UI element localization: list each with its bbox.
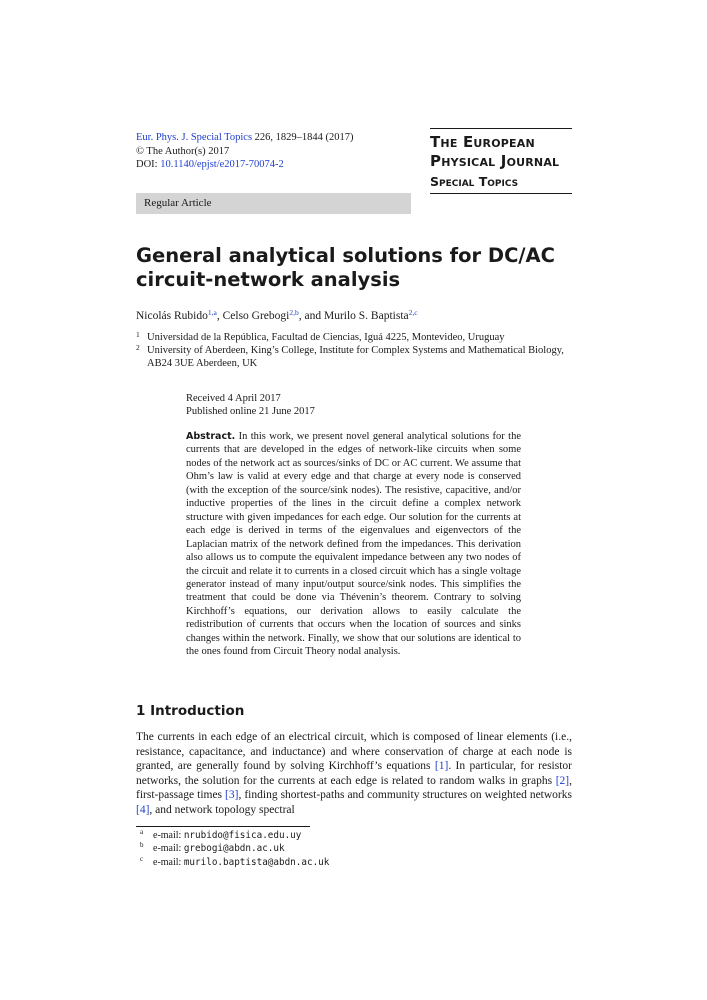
affiliation-text: Universidad de la República, Facultad de Ciencias, Iguá 4225, Montevideo, Uruguay	[147, 332, 505, 343]
affiliation-text: University of Aberdeen, King’s College, Institute for Complex Systems and Mathematical Biology, AB24 3UE Aberdeen, UK	[147, 345, 564, 369]
footnote-mark: c	[140, 854, 144, 863]
citation-volume: 226, 1829–1844 (2017)	[252, 132, 354, 143]
email-address[interactable]: nrubido@fisica.edu.uy	[183, 830, 302, 841]
footnotes	[140, 829, 329, 869]
copyright-line: © The Author(s) 2017	[136, 145, 230, 157]
author-separator: , and	[298, 310, 324, 322]
affiliation-number: 1	[136, 330, 140, 339]
journal-bottom-rule	[430, 193, 572, 194]
intro-text: The currents in each edge of an electrical circuit, which is composed of linear elements (i.e., resistance, capacitance, and inductance) and where conservation of charge at each node is granted, are generally found by solving Kirchhoff’s equations	[136, 731, 575, 773]
citation-ref[interactable]: [3]	[225, 789, 239, 802]
intro-text: . In particular, for resistor networks, the solution for the currents at each edge is related to random walks in graphs	[136, 760, 575, 787]
citation-ref[interactable]: [4]	[136, 803, 150, 816]
journal-title-line1: The European	[430, 133, 535, 151]
journal-subtitle: Special Topics	[430, 174, 519, 189]
paper-title: General analytical solutions for DC/AC circuit-network analysis	[136, 244, 555, 291]
affiliation-item	[136, 331, 566, 344]
doi-link[interactable]: 10.1140/epjst/e2017-70074-2	[160, 159, 284, 170]
affiliations	[136, 331, 566, 370]
footnote-label: e-mail:	[153, 830, 184, 841]
doi-label: DOI:	[136, 159, 161, 170]
footnote-label: e-mail:	[153, 843, 184, 855]
author-name: Nicolás Rubido	[136, 310, 208, 322]
published-date: Published online 21 June 2017	[186, 406, 315, 417]
footnote-label: e-mail:	[153, 856, 184, 868]
author-list	[136, 308, 418, 322]
article-type-band: Regular Article	[136, 193, 411, 214]
publication-dates	[186, 392, 315, 418]
footnote-item	[140, 842, 329, 855]
author-affiliation-mark[interactable]: 2,b	[289, 308, 299, 317]
abstract-label: Abstract.	[186, 431, 236, 442]
intro-text: , finding shortest-paths and community structures on weighted networks	[238, 789, 575, 802]
email-address[interactable]: murilo.baptista@abdn.ac.uk	[183, 856, 330, 868]
author-affiliation-mark[interactable]: 1,a	[207, 308, 217, 317]
abstract	[186, 430, 524, 659]
footnote-item	[140, 829, 329, 842]
intro-text: , and network topology spectral	[149, 803, 295, 816]
section-heading: 1 Introduction	[136, 703, 245, 719]
affiliation-number: 2	[136, 343, 140, 352]
journal-link[interactable]: Eur. Phys. J. Special Topics	[136, 132, 253, 143]
journal-logo	[430, 128, 572, 194]
footnote-item	[140, 856, 329, 869]
author-separator: ,	[216, 310, 223, 322]
footnote-mark: b	[140, 841, 144, 850]
footnote-mark: a	[140, 828, 144, 836]
email-address[interactable]: grebogi@abdn.ac.uk	[183, 843, 285, 855]
citation-block	[136, 131, 416, 172]
citation-ref[interactable]: [2]	[555, 774, 570, 787]
journal-top-rule	[430, 128, 572, 129]
intro-text: , first-passage times	[136, 774, 575, 802]
citation-ref[interactable]: [1]	[434, 760, 449, 773]
received-date: Received 4 April 2017	[186, 393, 281, 404]
intro-paragraph	[136, 730, 575, 818]
author-name: Celso Grebogi	[222, 310, 290, 322]
affiliation-item	[136, 344, 566, 370]
footnote-rule	[136, 826, 310, 827]
abstract-text: In this work, we present novel general analytical solutions for the currents that are developed in the edges of network-like circuits when some nodes of the network act as sources/sinks of DC or AC current. We assume that Ohm’s law is valid at every edge and that charge at every node is conserved (with the exception of the source/sink nodes). The resistive, capacitive, and/or inductive properties of the lines in the circuit define a complex network structure with given impedances for each edge. Our solution for the currents at each edge is derived in terms of the eigenvalues and eigenvectors of the Laplacian matrix of the network defined from the impedances. This derivation also allows us to compute the equivalent impedance between any two nodes of the circuit and relate it to currents in a closed circuit which has a single voltage generator instead of many input/output source/sink nodes. This simplifies the treatment that could be done via Thévenin’s theorem. Contrary to solving Kirchhoff’s equations, our derivation allows to easily calculate the redistribution of currents that occurs when the location of sources and sinks changes within the network. Finally, we show that our solutions are identical to the ones found from Circuit Theory nodal analysis.	[186, 431, 524, 658]
author-affiliation-mark[interactable]: 2,c	[408, 308, 418, 317]
author-name: Murilo S. Baptista	[323, 310, 409, 322]
journal-title-line2: Physical Journal	[430, 152, 560, 170]
